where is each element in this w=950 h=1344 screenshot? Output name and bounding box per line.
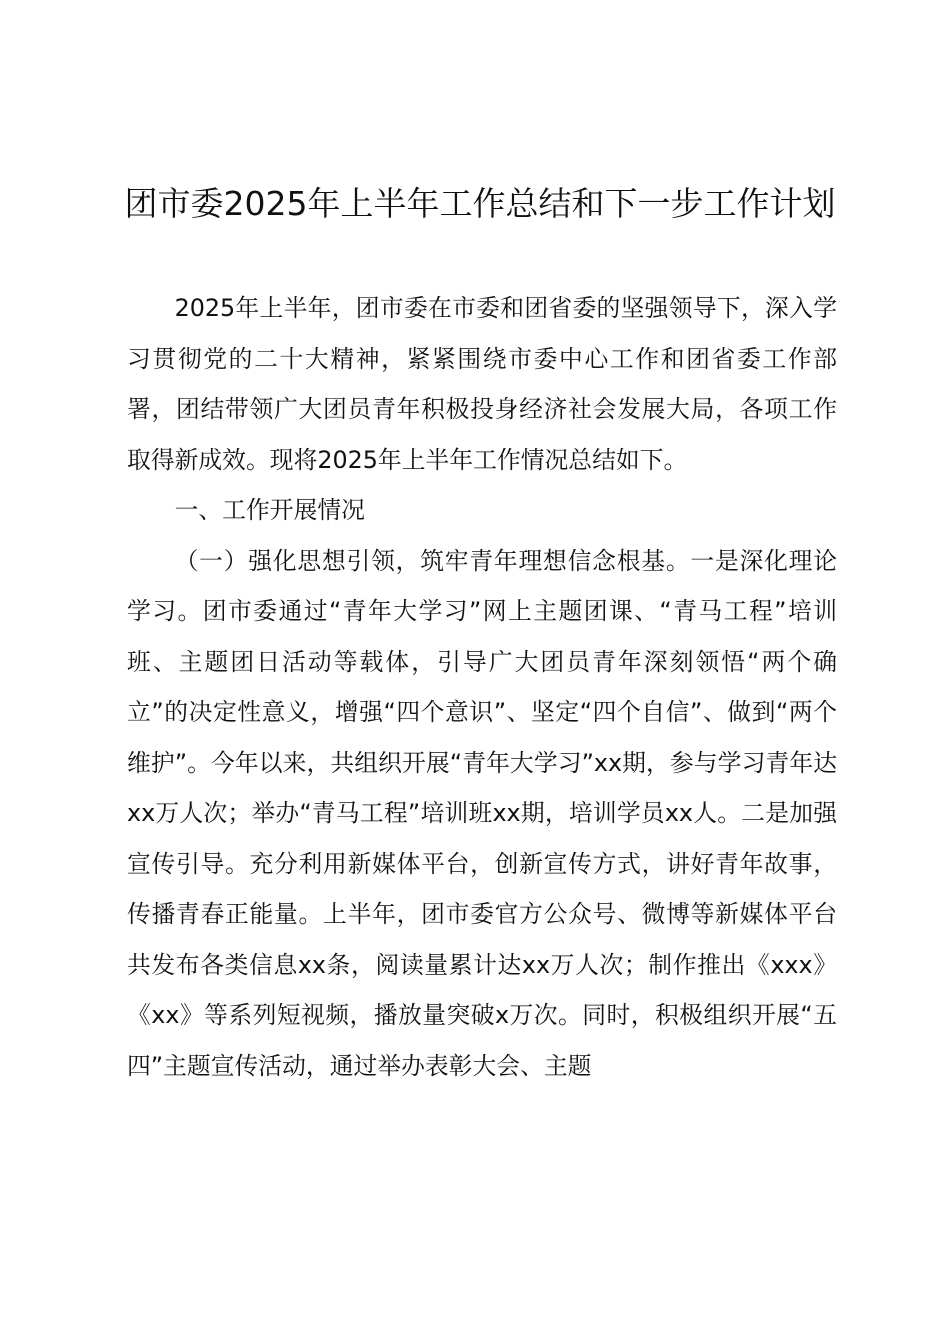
intro-paragraph: 2025年上半年，团市委在市委和团省委的坚强领导下，深入学习贯彻党的二十大精神，紧紧围绕市委中心工作和团省委工作部署，团结带领广大团员青年积极投身经济社会发展大局，各项工作取得新成效。现将2025年上半年工作情况总结如下。 <box>127 294 837 474</box>
body-paragraph: （一）强化思想引领，筑牢青年理想信念根基。一是深化理论学习。团市委通过“青年大学习”网上主题团课、“青马工程”培训班、主题团日活动等载体，引导广大团员青年深刻领悟“两个确立”的决定性意义，增强“四个意识”、坚定“四个自信”、做到“两个维护”。今年以来，共组织开展“青年大学习”xx期，参与学习青年达xx万人次；举办“青马工程”培训班xx期，培训学员xx人。二是加强宣传引导。充分利用新媒体平台，创新宣传方式，讲好青年故事，传播青春正能量。上半年，团市委官方公众号、微博等新媒体平台共发布各类信息xx条，阅读量累计达xx万人次；制作推出《xxx》《xx》等系列短视频，播放量突破x万次。同时，积极组织开展“五四”主题宣传活动，通过举办表彰大会、主题 <box>127 546 837 1080</box>
section-heading: 一、工作开展情况 <box>174 496 365 524</box>
document-title: 团市委2025年上半年工作总结和下一步工作计划 <box>124 184 836 223</box>
document-body <box>127 283 837 1091</box>
